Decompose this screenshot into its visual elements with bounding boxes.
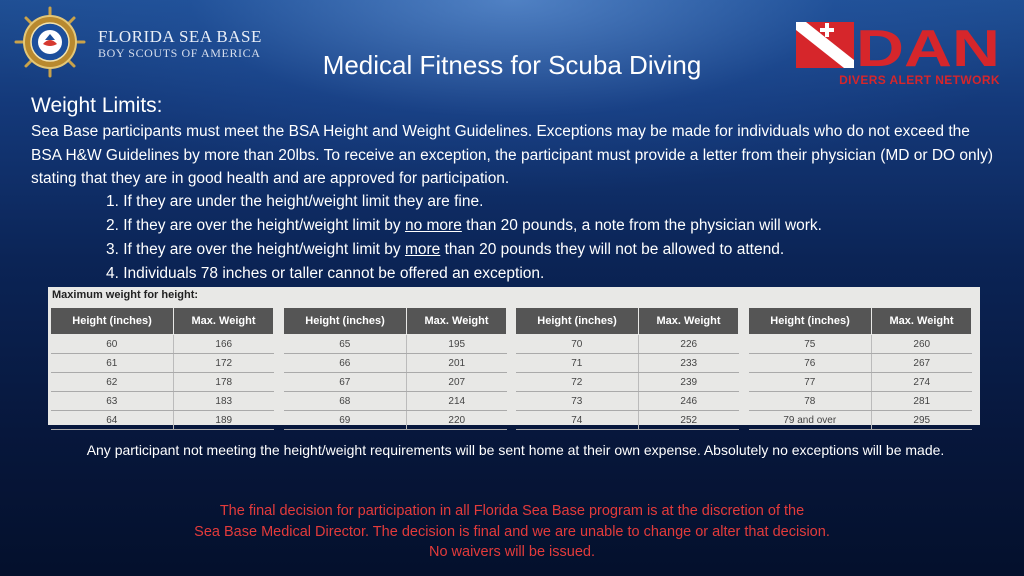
org-name-line2: BOY SCOUTS OF AMERICA <box>98 46 261 60</box>
max-weight-cell: 189 <box>174 411 274 430</box>
org-name-line1: FLORIDA SEA BASE <box>98 27 262 46</box>
table-row <box>749 392 972 411</box>
height-cell: 65 <box>284 335 407 354</box>
disclaimer-line1: The final decision for participation in all Florida Sea Base program is at the discretion of the <box>219 503 805 519</box>
table-row <box>284 392 507 411</box>
height-cell: 79 and over <box>749 411 872 430</box>
max-weight-cell: 220 <box>407 411 507 430</box>
table-row <box>284 335 507 354</box>
max-weight-cell: 252 <box>639 411 739 430</box>
weight-column-header: Max. Weight <box>639 308 739 335</box>
height-column-header: Height (inches) <box>284 308 407 335</box>
max-weight-cell: 207 <box>407 373 507 392</box>
weight-table <box>48 287 980 425</box>
max-weight-cell: 267 <box>872 354 972 373</box>
max-weight-cell: 233 <box>639 354 739 373</box>
height-cell: 70 <box>516 335 639 354</box>
table-row <box>516 373 739 392</box>
table-row <box>51 335 274 354</box>
expense-note: Any participant not meeting the height/weight requirements will be sent home at their own expense. Absolutely no exceptions will be made. <box>86 442 945 458</box>
height-cell: 66 <box>284 354 407 373</box>
disclaimer-line3: No waivers will be issued. <box>428 544 595 560</box>
table-row <box>51 373 274 392</box>
height-cell: 67 <box>284 373 407 392</box>
rule-item-2-emphasis: no more <box>404 217 462 234</box>
disclaimer <box>0 501 1024 563</box>
height-cell: 77 <box>749 373 872 392</box>
rule-item-2 <box>106 214 822 238</box>
height-cell: 71 <box>516 354 639 373</box>
max-weight-cell: 281 <box>872 392 972 411</box>
max-weight-cell: 178 <box>174 373 274 392</box>
max-weight-cell: 226 <box>639 335 739 354</box>
weight-table-title: Maximum weight for height: <box>52 289 199 301</box>
table-row <box>51 354 274 373</box>
table-row <box>51 411 274 430</box>
rule-item-3-pre: 3. If they are over the height/weight limit by <box>106 241 405 258</box>
height-cell: 60 <box>51 335 174 354</box>
dan-logo-letters: DAN <box>856 20 1000 78</box>
max-weight-cell: 195 <box>407 335 507 354</box>
weight-column-header: Max. Weight <box>872 308 972 335</box>
height-cell: 75 <box>749 335 872 354</box>
table-row <box>749 354 972 373</box>
height-cell: 74 <box>516 411 639 430</box>
max-weight-cell: 183 <box>174 392 274 411</box>
height-cell: 72 <box>516 373 639 392</box>
height-cell: 69 <box>284 411 407 430</box>
height-cell: 73 <box>516 392 639 411</box>
table-row <box>284 354 507 373</box>
height-cell: 78 <box>749 392 872 411</box>
height-column-header: Height (inches) <box>749 308 872 335</box>
max-weight-cell: 239 <box>639 373 739 392</box>
weight-column-header: Max. Weight <box>407 308 507 335</box>
rule-item-3 <box>106 238 822 262</box>
table-row <box>516 354 739 373</box>
table-row <box>749 373 972 392</box>
section-heading: Weight Limits: <box>31 94 163 117</box>
section-paragraph: Sea Base participants must meet the BSA Height and Weight Guidelines. Exceptions may be made for individuals who do not exceed the BSA H&W Guidelines by more than 20lbs. To receive an exception, the participant must provide a letter from their physician (MD or DO only) stating that they are in good health and are approved for participation. <box>31 123 994 187</box>
rules-list <box>106 190 822 286</box>
weight-table-group-1 <box>50 307 274 430</box>
max-weight-cell: 201 <box>407 354 507 373</box>
table-row <box>284 373 507 392</box>
height-cell: 63 <box>51 392 174 411</box>
dan-tagline: DIVERS ALERT NETWORK <box>839 73 1000 87</box>
max-weight-cell: 246 <box>639 392 739 411</box>
height-cell: 76 <box>749 354 872 373</box>
weight-table-group-4 <box>748 307 972 430</box>
max-weight-cell: 172 <box>174 354 274 373</box>
table-row <box>749 411 972 430</box>
height-cell: 61 <box>51 354 174 373</box>
rule-item-1: 1. If they are under the height/weight limit they are fine. <box>106 193 484 210</box>
max-weight-cell: 214 <box>407 392 507 411</box>
table-row <box>516 392 739 411</box>
weight-table-group-3 <box>515 307 739 430</box>
table-row <box>516 411 739 430</box>
height-cell: 64 <box>51 411 174 430</box>
rule-item-2-post: than 20 pounds, a note from the physician will work. <box>461 217 822 234</box>
max-weight-cell: 295 <box>872 411 972 430</box>
rule-item-4: 4. Individuals 78 inches or taller cannot be offered an exception. <box>106 265 545 282</box>
table-row <box>284 411 507 430</box>
height-column-header: Height (inches) <box>51 308 174 335</box>
height-cell: 62 <box>51 373 174 392</box>
table-row <box>749 335 972 354</box>
table-row <box>51 392 274 411</box>
weight-table-group-2 <box>283 307 507 430</box>
max-weight-cell: 166 <box>174 335 274 354</box>
rule-item-2-pre: 2. If they are over the height/weight limit by <box>106 217 405 234</box>
max-weight-cell: 260 <box>872 335 972 354</box>
table-row <box>516 335 739 354</box>
rule-item-3-post: than 20 pounds they will not be allowed to attend. <box>440 241 785 258</box>
rule-item-3-emphasis: more <box>404 241 441 258</box>
weight-column-header: Max. Weight <box>174 308 274 335</box>
page-title: Medical Fitness for Scuba Diving <box>322 50 702 80</box>
max-weight-cell: 274 <box>872 373 972 392</box>
height-column-header: Height (inches) <box>516 308 639 335</box>
disclaimer-line2: Sea Base Medical Director. The decision is final and we are unable to change or alter that decision. <box>194 523 830 540</box>
height-cell: 68 <box>284 392 407 411</box>
